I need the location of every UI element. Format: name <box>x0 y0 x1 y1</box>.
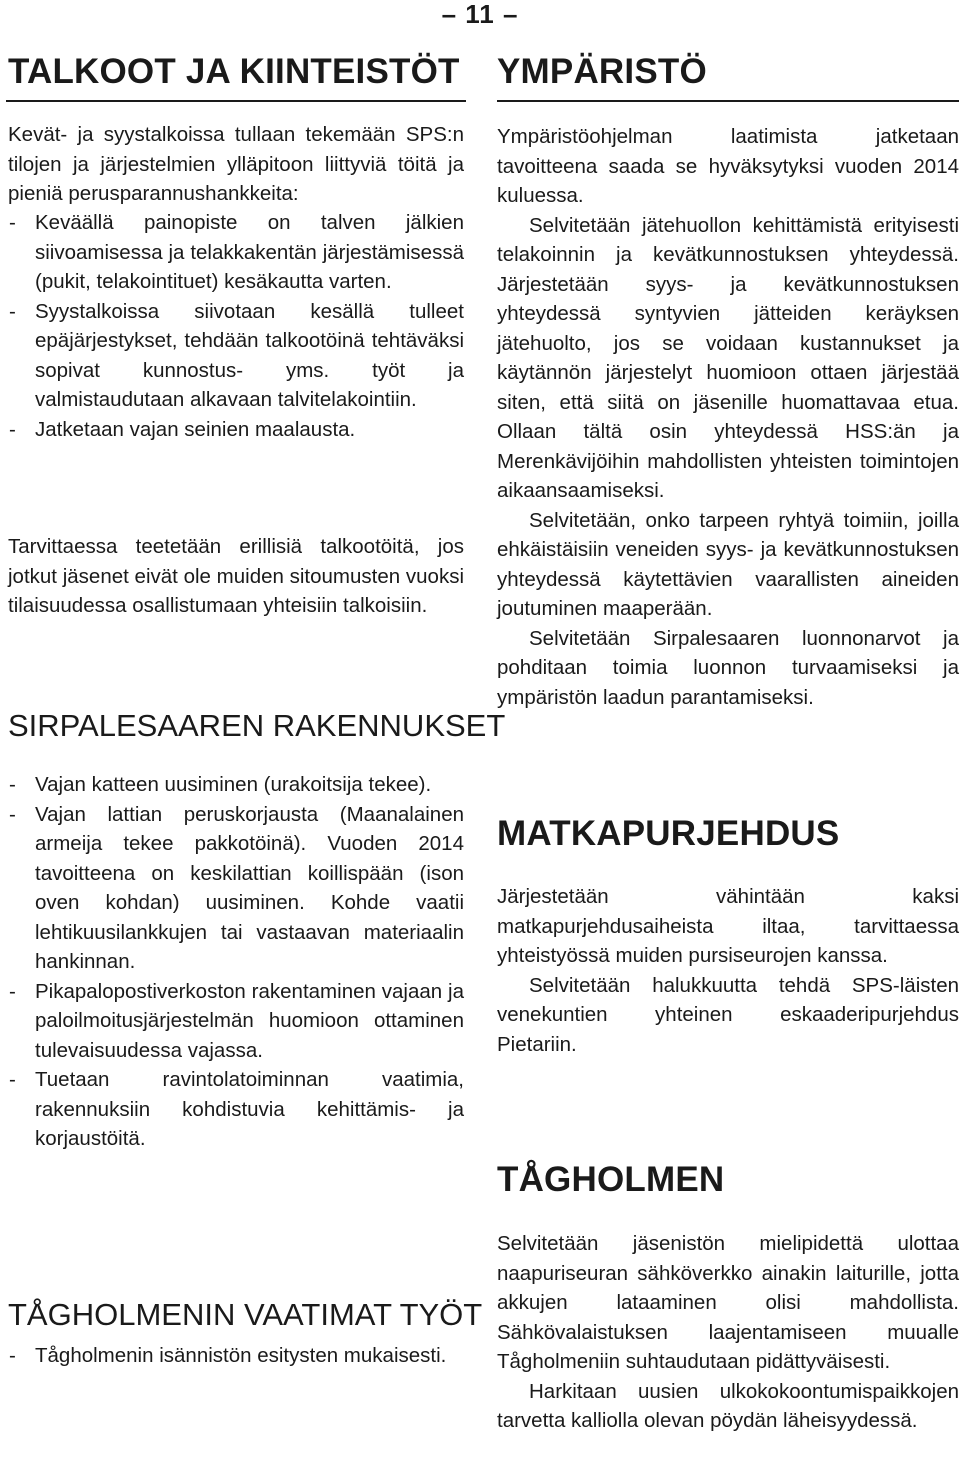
paragraph: Selvitetään jätehuollon kehittämistä erityisesti telakoinnin ja kevätkunnostuksen yhteydessä. Järjestetään syys- ja kevätkunnostuksen yhteydessä syntyvien jätteiden keräyksen jätehuolto, jos se voidaan kustannukset ja käytännön järjestelyt huomioon ottaen järjestää siten, että siitä on jäsenille huomattavaa etua. Ollaan tältä osin yhteydessä HSS:än ja Merenkävijöihin mahdollisten yhteisten toimintojen aikaansaamiseksi. <box>497 213 959 502</box>
paragraph: Selvitetään halukkuutta tehdä SPS-läisten venekuntien yhteinen eskaaderipurjehdus Pietariin. <box>497 973 959 1056</box>
list-item: - Keväällä painopiste on talven jälkien siivoamisessa ja telakkakentän järjestämisessä (pukit, telakointituet) kesäkautta varten. <box>8 208 464 297</box>
tagholmen-text <box>497 1229 959 1436</box>
talkoot-list <box>8 208 464 444</box>
list-item: - Vajan lattian peruskorjausta (Maanalainen armeija tekee pakkotöinä). Vuoden 2014 tavoitteena on keskilattian koillispään (ison oven kohdan) uusiminen. Kohde vaatii lehtikuusilankkujen tai vastaavan materiaalin hankinnan. <box>8 800 464 977</box>
page-number: – 11 – <box>441 0 519 29</box>
list-item: - Syystalkoissa siivotaan kesällä tulleet epäjärjestykset, tehdään talkootöinä tehtäväksi sopivat kunnostus- yms. työt ja valmistaudutaan alkavaan talvitelakointiin. <box>8 297 464 415</box>
talkoot-intro: Kevät- ja syystalkoissa tullaan tekemään SPS:n tilojen ja järjestelmien ylläpitoon liittyviä töitä ja pieniä perusparannushankkeita: <box>8 123 464 205</box>
list-item: - Tågholmenin isännistön esitysten mukaisesti. <box>8 1341 464 1371</box>
heading-tagholmen-tyot: TÅGHOLMENIN VAATIMAT TYÖT <box>8 1297 483 1332</box>
list-item: - Vajan katteen uusiminen (urakoitsija tekee). <box>8 770 464 800</box>
list-item: - Jatketaan vajan seinien maalausta. <box>8 415 464 445</box>
paragraph: Harkitaan uusien ulkokokoontumispaikkojen tarvetta kalliolla olevan pöydän läheisyydessä. <box>497 1379 959 1432</box>
list-item: - Pikapalopostiverkoston rakentaminen vajaan ja paloilmoitusjärjestelmän huomioon ottaminen tulevaisuudessa vajassa. <box>8 977 464 1066</box>
matkapurjehdus-text <box>497 882 959 1059</box>
paragraph: Selvitetään jäsenistön mielipidettä ulottaa naapuriseuran sähköverkko ainakin laiturille, jotta akkujen lataaminen olisi mahdollista. Sähkövalaistuksen laajentamiseen muualle Tågholmeniin suhtaudutaan pidättyväisesti. <box>497 1232 959 1373</box>
heading-matkapurjehdus: MATKAPURJEHDUS <box>497 814 840 853</box>
tagholmen-tyot-list <box>8 1341 464 1371</box>
ymparisto-text <box>497 122 959 712</box>
heading-rakennukset: SIRPALESAAREN RAKENNUKSET <box>8 708 506 743</box>
rakennukset-list <box>8 770 464 1154</box>
left-heading-rule <box>6 100 466 102</box>
heading-ymparisto: YMPÄRISTÖ <box>497 52 707 91</box>
right-heading-rule <box>497 100 959 102</box>
list-item: - Tuetaan ravintolatoiminnan vaatimia, rakennuksiin kohdistuvia kehittämis- ja korjaustöitä. <box>8 1065 464 1154</box>
heading-tagholmen: TÅGHOLMEN <box>497 1160 725 1199</box>
paragraph: Selvitetään Sirpalesaaren luonnonarvot ja pohditaan toimia luonnon turvaamiseksi ja ympäristön laadun parantamiseksi. <box>497 626 959 709</box>
paragraph: Järjestetään vähintään kaksi matkapurjehdusaiheista iltaa, tarvittaessa yhteistyössä muiden pursiseurojen kanssa. <box>497 885 959 967</box>
talkoot-outro: Tarvittaessa teetetään erillisiä talkootöitä, jos jotkut jäsenet eivät ole muiden sitoumusten vuoksi tilaisuudessa osallistumaan yhteisiin talkoisiin. <box>8 535 464 617</box>
paragraph: Selvitetään, onko tarpeen ryhtyä toimiin, joilla ehkäistäisiin veneiden syys- ja kevätkunnostuksen yhteydessä käytettävien vaarallisten aineiden joutuminen maaperään. <box>497 508 959 620</box>
heading-talkoot: TALKOOT JA KIINTEISTÖT <box>8 52 460 91</box>
paragraph: Ympäristöohjelman laatimista jatketaan tavoitteena saada se hyväksytyksi vuoden 2014 kuluessa. <box>497 125 959 207</box>
